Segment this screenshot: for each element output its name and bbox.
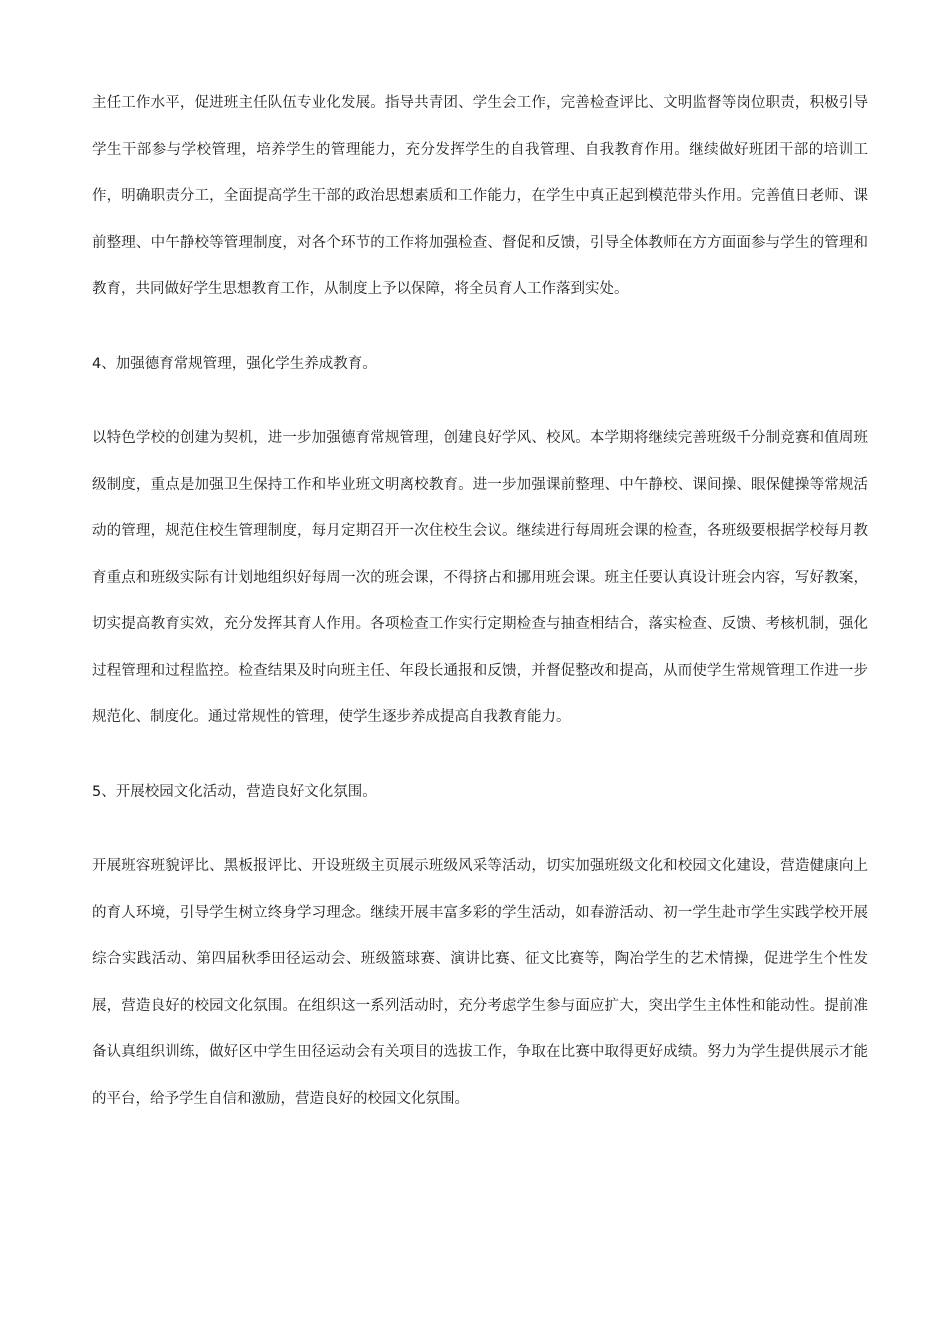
paragraph-gap: [92, 741, 868, 769]
paragraph-gap: [92, 815, 868, 843]
section-heading-4: 4、加强德育常规管理，强化学生养成教育。: [92, 355, 377, 372]
paragraph-campus-culture: 开展班容班貌评比、黑板报评比、开设班级主页展示班级风采等活动，切实加强班级文化和校园文化建设，营造健康向上的育人环境，引导学生树立终身学习理念。继续开展丰富多彩的学生活动，如春游活动、初一学生赴市学生实践学校开展综合实践活动、第四届秋季田径运动会、班级篮球赛、演讲比赛、征文比赛等，陶冶学生的艺术情操，促进学生个性发展，营造良好的校园文化氛围。在组织这一系列活动时，充分考虑学生参与面应扩大，突出学生主体性和能动性。提前准备认真组织训练，做好区中学生田径运动会有关项目的选拔工作，争取在比赛中取得更好成绩。努力为学生提供展示才能的平台，给予学生自信和激励，营造良好的校园文化氛围。: [92, 858, 868, 1107]
paragraph-gap: [92, 387, 868, 415]
section-heading-5: 5、开展校园文化活动，营造良好文化氛围。: [92, 783, 377, 800]
document-page: [92, 80, 868, 1122]
paragraph-class-teacher-work: 主任工作水平，促进班主任队伍专业化发展。指导共青团、学生会工作，完善检查评比、文明监督等岗位职责，积极引导学生干部参与学校管理，培养学生的管理能力，充分发挥学生的自我管理、自我教育作用。继续做好班团干部的培训工作，明确职责分工，全面提高学生干部的政治思想素质和工作能力，在学生中真正起到模范带头作用。完善值日老师、课前整理、中午静校等管理制度，对各个环节的工作将加强检查、督促和反馈，引导全体教师在方方面面参与学生的管理和教育，共同做好学生思想教育工作，从制度上予以保障，将全员育人工作落到实处。: [92, 95, 868, 297]
paragraph-gap: [92, 313, 868, 341]
paragraph-moral-education-routine: 以特色学校的创建为契机，进一步加强德育常规管理，创建良好学风、校风。本学期将继续完善班级千分制竞赛和值周班级制度，重点是加强卫生保持工作和毕业班文明离校教育。进一步加强课前整理、中午静校、课间操、眼保健操等常规活动的管理，规范住校生管理制度，每月定期召开一次住校生会议。继续进行每周班会课的检查，各班级要根据学校每月教育重点和班级实际有计划地组织好每周一次的班会课，不得挤占和挪用班会课。班主任要认真设计班会内容，写好教案，切实提高教育实效，充分发挥其育人作用。各项检查工作实行定期检查与抽查相结合，落实检查、反馈、考核机制，强化过程管理和过程监控。检查结果及时向班主任、年段长通报和反馈，并督促整改和提高，从而使学生常规管理工作进一步规范化、制度化。通过常规性的管理，使学生逐步养成提高自我教育能力。: [92, 430, 868, 725]
